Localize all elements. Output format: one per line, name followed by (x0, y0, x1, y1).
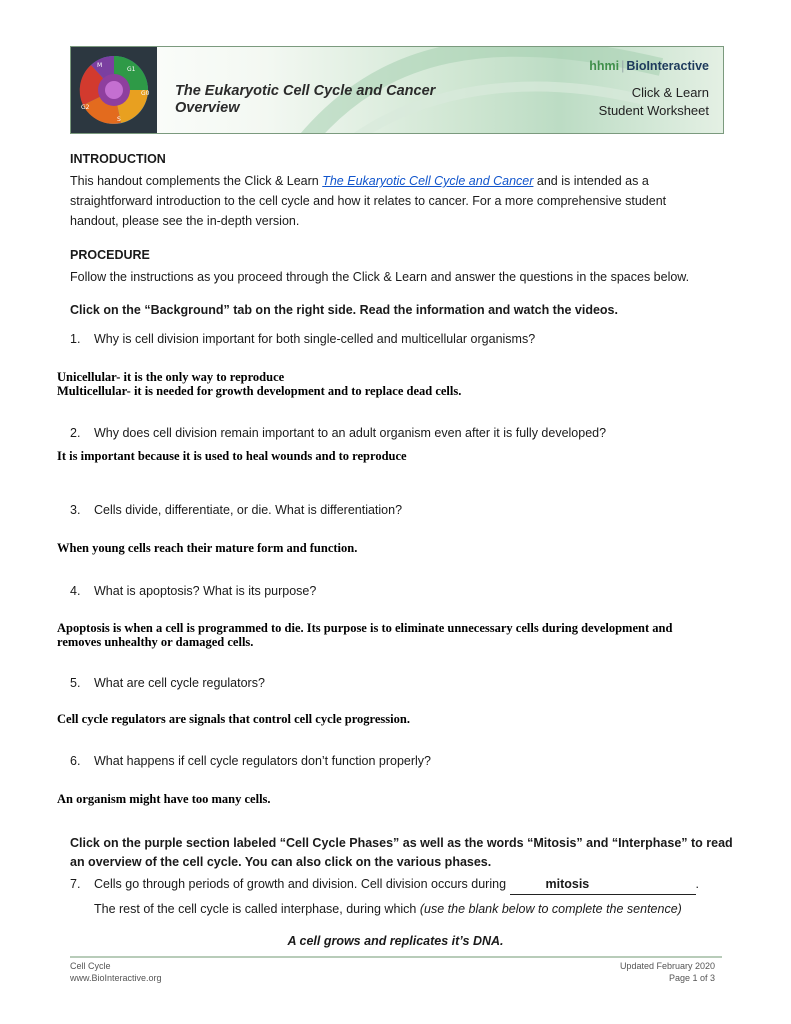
title-line-1: The Eukaryotic Cell Cycle and Cancer (175, 83, 436, 99)
answer-line: When young cells reach their mature form and function. (57, 541, 358, 555)
intro-text-after-link: and is intended as a (533, 174, 649, 188)
brand-biointeractive: BioInteractive (626, 59, 709, 73)
intro-heading: INTRODUCTION (70, 152, 166, 166)
title-line-2: Overview (175, 100, 240, 116)
question-7 (70, 874, 699, 895)
section2-instruction (70, 834, 733, 872)
question-number: 1. (70, 332, 81, 346)
answer-line: removes unhealthy or damaged cells. (57, 635, 254, 649)
question-number: 4. (70, 584, 81, 598)
answer-2[interactable] (57, 449, 407, 463)
logo-label-s: S (117, 116, 121, 123)
question-number: 7. (70, 877, 81, 891)
answer-line: It is important because it is used to heal wounds and to reproduce (57, 449, 407, 463)
answer-line: Cell cycle regulators are signals that control cell cycle progression. (57, 712, 410, 726)
subtitle-line-1: Click & Learn (631, 85, 709, 100)
hhmi-biointeractive-logo (589, 59, 709, 73)
question-number: 5. (70, 676, 81, 690)
procedure-heading: PROCEDURE (70, 248, 150, 262)
question-4 (70, 581, 316, 601)
section2-line-1: Click on the purple section labeled “Cell Cycle Phases” as well as the words “Mitosis” and “Interphase” to read (70, 836, 733, 850)
cell-cycle-logo (71, 47, 157, 133)
question-text: Why does cell division remain important to an adult organism even after it is fully developed? (94, 426, 607, 440)
footer-right (620, 960, 715, 984)
answer-line: Unicellular- it is the only way to reproduce (57, 370, 285, 384)
question-text: What are cell cycle regulators? (94, 676, 265, 690)
procedure-text: Follow the instructions as you proceed through the Click & Learn and answer the questions in the spaces below. (70, 270, 690, 284)
question-text: Why is cell division important for both single-celled and multicellular organisms? (94, 332, 536, 346)
footer-divider (70, 956, 722, 958)
answer-7[interactable]: A cell grows and replicates it’s DNA. (287, 934, 504, 948)
intro-line-3: handout, please see the in-depth version. (70, 214, 300, 228)
brand-separator: | (621, 59, 625, 73)
section2-line-2: an overview of the cell cycle. You can also click on the various phases. (70, 855, 492, 869)
question-5 (70, 673, 265, 693)
question-text: Cells go through periods of growth and division. Cell division occurs during (94, 877, 510, 891)
answer-5[interactable] (57, 712, 410, 726)
question-6 (70, 751, 431, 771)
worksheet-type (599, 84, 709, 120)
answer-line: An organism might have too many cells. (57, 792, 271, 806)
header-banner (70, 46, 724, 134)
answer-3[interactable] (57, 541, 357, 555)
logo-label-m: M (97, 62, 103, 69)
question-punctuation: . (695, 877, 699, 891)
question-text: What happens if cell cycle regulators don’t function properly? (94, 754, 431, 768)
answer-line: Apoptosis is when a cell is programmed to die. Its purpose is to eliminate unnecessary cells during development and (57, 621, 673, 635)
answer-1[interactable] (57, 370, 461, 398)
section1-instruction: Click on the “Background” tab on the right side. Read the information and watch the videos. (70, 303, 618, 317)
question-number: 2. (70, 426, 81, 440)
question-7-line-2 (94, 899, 682, 919)
brand-hhmi: hhmi (589, 59, 620, 73)
worksheet-title (175, 83, 435, 117)
question-number: 3. (70, 503, 81, 517)
question-text: The rest of the cell cycle is called interphase, during which (94, 902, 420, 916)
footer-page-number: Page 1 of 3 (668, 973, 715, 983)
subtitle-line-2: Student Worksheet (598, 103, 709, 118)
intro-paragraph (70, 171, 730, 231)
question-1 (70, 329, 535, 349)
answer-4[interactable] (57, 621, 672, 649)
question-number: 6. (70, 754, 81, 768)
question-text: What is apoptosis? What is its purpose? (94, 584, 317, 598)
footer-topic: Cell Cycle (70, 961, 111, 971)
intro-line-1 (70, 171, 730, 191)
logo-label-g2: G2 (81, 104, 90, 111)
logo-label-g1: G1 (127, 66, 136, 73)
intro-text-before-link: This handout complements the Click & Learn (70, 174, 323, 188)
footer-updated-date: Updated February 2020 (619, 961, 715, 971)
footer-left (70, 960, 162, 984)
question-3 (70, 500, 402, 520)
logo-label-g0: G0 (141, 90, 150, 97)
question-2 (70, 423, 606, 443)
cell-cycle-wheel-icon (71, 47, 157, 133)
answer-line: Multicellular- it is needed for growth development and to replace dead cells. (57, 384, 462, 398)
answer-6[interactable] (57, 792, 271, 806)
click-and-learn-link[interactable]: The Eukaryotic Cell Cycle and Cancer (322, 174, 534, 188)
intro-line-2: straightforward introduction to the cell cycle and how it relates to cancer. For a more comprehensive student (70, 194, 667, 208)
question-text: Cells divide, differentiate, or die. What is differentiation? (94, 503, 403, 517)
footer-website: www.BioInteractive.org (70, 973, 162, 983)
question-hint: (use the blank below to complete the sentence) (419, 902, 682, 916)
fill-in-blank-answer[interactable]: mitosis (510, 874, 696, 895)
